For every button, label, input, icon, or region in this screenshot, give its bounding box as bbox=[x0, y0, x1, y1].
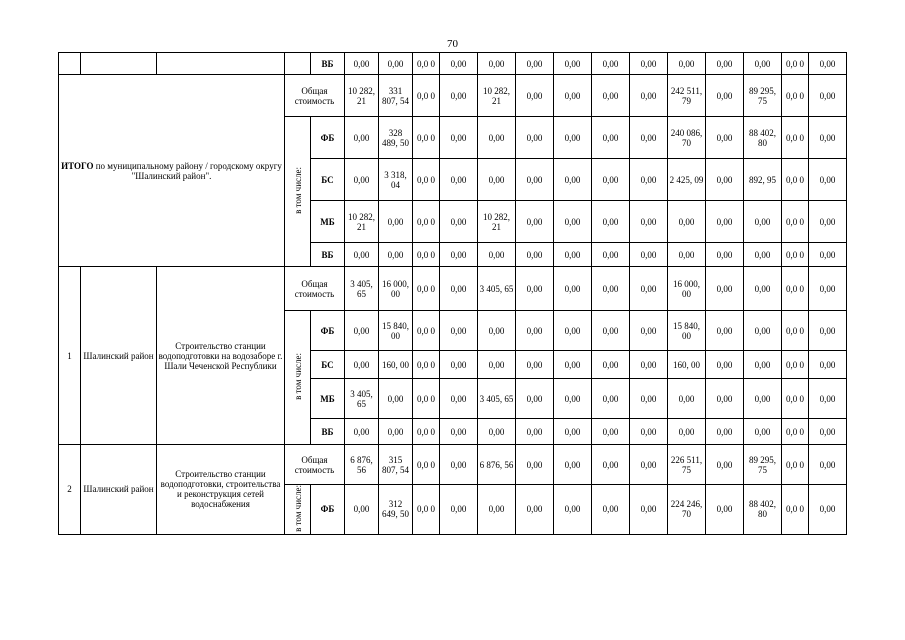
value-cell: 0,00 bbox=[668, 379, 706, 419]
district-name: Шалинский район bbox=[81, 445, 157, 535]
value-cell: 0,00 bbox=[478, 311, 516, 351]
value-cell: 0,00 bbox=[809, 201, 847, 243]
project-name: Строительство станции водоподготовки, строительства и реконструкция сетей водоснабжения bbox=[157, 445, 285, 535]
value-cell: 0,00 bbox=[630, 311, 668, 351]
value-cell: 16 000, 00 bbox=[668, 267, 706, 311]
empty-cell bbox=[59, 53, 81, 75]
value-cell: 0,0 0 bbox=[413, 159, 440, 201]
value-cell: 0,00 bbox=[668, 243, 706, 267]
value-cell: 0,00 bbox=[345, 419, 379, 445]
empty-cell bbox=[285, 53, 311, 75]
value-cell: 10 282, 21 bbox=[345, 75, 379, 117]
value-cell: 0,00 bbox=[554, 243, 592, 267]
value-cell: 0,0 0 bbox=[782, 267, 809, 311]
value-cell: 0,0 0 bbox=[782, 351, 809, 379]
value-cell: 0,00 bbox=[630, 117, 668, 159]
value-cell: 2 425, 09 bbox=[668, 159, 706, 201]
value-cell: 0,00 bbox=[592, 379, 630, 419]
in-that-label: в том числе: bbox=[285, 117, 311, 267]
value-cell: 3 405, 65 bbox=[478, 379, 516, 419]
value-cell: 0,00 bbox=[478, 419, 516, 445]
value-cell: 0,00 bbox=[554, 267, 592, 311]
value-cell: 0,00 bbox=[592, 485, 630, 535]
value-cell: 0,0 0 bbox=[413, 75, 440, 117]
value-cell: 88 402, 80 bbox=[744, 485, 782, 535]
value-cell: 0,00 bbox=[706, 379, 744, 419]
value-cell: 328 489, 50 bbox=[379, 117, 413, 159]
value-cell: 16 000, 00 bbox=[379, 267, 413, 311]
value-cell: 0,00 bbox=[478, 117, 516, 159]
budget-table bbox=[58, 52, 847, 535]
value-cell: 0,00 bbox=[592, 267, 630, 311]
value-cell: 0,00 bbox=[516, 267, 554, 311]
total-label-bold: ИТОГО bbox=[61, 160, 94, 171]
value-cell: 0,0 0 bbox=[782, 75, 809, 117]
value-cell: 0,00 bbox=[706, 53, 744, 75]
value-cell: 10 282, 21 bbox=[345, 201, 379, 243]
value-cell: 0,00 bbox=[592, 351, 630, 379]
value-cell: 0,00 bbox=[379, 243, 413, 267]
fund-code: ВБ bbox=[311, 243, 345, 267]
value-cell: 0,00 bbox=[478, 53, 516, 75]
value-cell: 0,00 bbox=[592, 311, 630, 351]
value-cell: 6 876, 56 bbox=[345, 445, 379, 485]
value-cell: 0,00 bbox=[706, 351, 744, 379]
value-cell: 0,0 0 bbox=[782, 159, 809, 201]
value-cell: 0,00 bbox=[706, 75, 744, 117]
value-cell: 0,00 bbox=[440, 445, 478, 485]
value-cell: 0,00 bbox=[440, 53, 478, 75]
value-cell: 0,00 bbox=[809, 485, 847, 535]
value-cell: 0,00 bbox=[630, 267, 668, 311]
value-cell: 0,00 bbox=[809, 53, 847, 75]
table-row bbox=[59, 53, 847, 75]
value-cell: 0,0 0 bbox=[413, 445, 440, 485]
value-cell: 0,00 bbox=[554, 445, 592, 485]
total-label-text: по муниципальному району / городскому округу "Шалинский район". bbox=[95, 160, 282, 181]
value-cell: 0,00 bbox=[379, 53, 413, 75]
value-cell: 0,00 bbox=[440, 267, 478, 311]
empty-cell bbox=[81, 53, 157, 75]
row-number: 1 bbox=[59, 267, 81, 445]
value-cell: 0,00 bbox=[706, 159, 744, 201]
value-cell: 0,00 bbox=[379, 201, 413, 243]
value-cell: 0,00 bbox=[809, 311, 847, 351]
value-cell: 0,00 bbox=[440, 485, 478, 535]
value-cell: 0,0 0 bbox=[413, 201, 440, 243]
value-cell: 0,00 bbox=[706, 267, 744, 311]
value-cell: 0,0 0 bbox=[782, 379, 809, 419]
value-cell: 0,00 bbox=[809, 75, 847, 117]
fund-code: ФБ bbox=[311, 311, 345, 351]
value-cell: 0,00 bbox=[630, 201, 668, 243]
value-cell: 0,00 bbox=[345, 351, 379, 379]
district-name: Шалинский район bbox=[81, 267, 157, 445]
value-cell: 0,00 bbox=[706, 243, 744, 267]
value-cell: 224 246, 70 bbox=[668, 485, 706, 535]
value-cell: 0,00 bbox=[516, 351, 554, 379]
value-cell: 0,00 bbox=[630, 243, 668, 267]
value-cell: 0,00 bbox=[440, 243, 478, 267]
value-cell: 0,00 bbox=[809, 351, 847, 379]
value-cell: 0,00 bbox=[554, 311, 592, 351]
value-cell: 0,00 bbox=[706, 445, 744, 485]
value-cell: 0,00 bbox=[744, 201, 782, 243]
value-cell: 160, 00 bbox=[668, 351, 706, 379]
value-cell: 0,00 bbox=[706, 311, 744, 351]
value-cell: 0,00 bbox=[668, 201, 706, 243]
value-cell: 89 295, 75 bbox=[744, 75, 782, 117]
general-cost-label: Общая стоимость bbox=[285, 445, 345, 485]
value-cell: 0,00 bbox=[345, 311, 379, 351]
fund-code: МБ bbox=[311, 379, 345, 419]
value-cell: 0,00 bbox=[379, 419, 413, 445]
fund-code: БС bbox=[311, 159, 345, 201]
value-cell: 0,00 bbox=[592, 53, 630, 75]
value-cell: 0,0 0 bbox=[413, 351, 440, 379]
value-cell: 0,00 bbox=[706, 485, 744, 535]
value-cell: 0,00 bbox=[809, 445, 847, 485]
fund-code: МБ bbox=[311, 201, 345, 243]
fund-code: ФБ bbox=[311, 117, 345, 159]
value-cell: 0,00 bbox=[478, 243, 516, 267]
value-cell: 0,00 bbox=[809, 243, 847, 267]
value-cell: 0,00 bbox=[516, 53, 554, 75]
value-cell: 0,00 bbox=[516, 485, 554, 535]
fund-code: ФБ bbox=[311, 485, 345, 535]
value-cell: 0,00 bbox=[345, 243, 379, 267]
value-cell: 0,00 bbox=[516, 159, 554, 201]
value-cell: 0,00 bbox=[440, 419, 478, 445]
value-cell: 0,00 bbox=[744, 243, 782, 267]
value-cell: 0,00 bbox=[744, 53, 782, 75]
value-cell: 0,00 bbox=[554, 201, 592, 243]
value-cell: 0,00 bbox=[516, 419, 554, 445]
value-cell: 0,00 bbox=[478, 159, 516, 201]
page-number: 70 bbox=[447, 38, 458, 50]
value-cell: 0,0 0 bbox=[413, 243, 440, 267]
value-cell: 0,00 bbox=[440, 75, 478, 117]
value-cell: 0,00 bbox=[592, 75, 630, 117]
value-cell: 0,0 0 bbox=[413, 379, 440, 419]
value-cell: 0,00 bbox=[345, 159, 379, 201]
value-cell: 0,0 0 bbox=[413, 53, 440, 75]
value-cell: 0,00 bbox=[554, 351, 592, 379]
value-cell: 0,00 bbox=[516, 379, 554, 419]
in-that-label: в том числе: bbox=[285, 485, 311, 535]
value-cell: 0,00 bbox=[516, 201, 554, 243]
value-cell: 0,00 bbox=[440, 379, 478, 419]
value-cell: 0,0 0 bbox=[782, 201, 809, 243]
general-cost-label: Общая стоимость bbox=[285, 267, 345, 311]
value-cell: 0,00 bbox=[554, 53, 592, 75]
value-cell: 0,00 bbox=[554, 485, 592, 535]
value-cell: 0,00 bbox=[440, 201, 478, 243]
value-cell: 3 405, 65 bbox=[345, 267, 379, 311]
value-cell: 240 086, 70 bbox=[668, 117, 706, 159]
value-cell: 6 876, 56 bbox=[478, 445, 516, 485]
value-cell: 0,00 bbox=[592, 117, 630, 159]
value-cell: 0,0 0 bbox=[413, 311, 440, 351]
value-cell: 0,00 bbox=[809, 159, 847, 201]
value-cell: 0,00 bbox=[668, 53, 706, 75]
value-cell: 0,0 0 bbox=[782, 243, 809, 267]
value-cell: 0,0 0 bbox=[413, 117, 440, 159]
value-cell: 0,00 bbox=[630, 379, 668, 419]
total-label bbox=[59, 75, 285, 267]
value-cell: 0,00 bbox=[554, 75, 592, 117]
value-cell: 0,00 bbox=[516, 117, 554, 159]
value-cell: 0,0 0 bbox=[413, 419, 440, 445]
value-cell: 0,00 bbox=[630, 419, 668, 445]
value-cell: 0,00 bbox=[668, 419, 706, 445]
value-cell: 312 649, 50 bbox=[379, 485, 413, 535]
fund-code: БС bbox=[311, 351, 345, 379]
value-cell: 15 840, 00 bbox=[668, 311, 706, 351]
table-row bbox=[59, 267, 847, 311]
value-cell: 0,0 0 bbox=[782, 53, 809, 75]
value-cell: 0,0 0 bbox=[782, 485, 809, 535]
general-cost-label: Общая стоимость bbox=[285, 75, 345, 117]
value-cell: 0,00 bbox=[744, 419, 782, 445]
value-cell: 331 807, 54 bbox=[379, 75, 413, 117]
value-cell: 0,00 bbox=[592, 243, 630, 267]
value-cell: 0,00 bbox=[554, 117, 592, 159]
value-cell: 0,00 bbox=[744, 379, 782, 419]
table-row bbox=[59, 445, 847, 485]
value-cell: 0,00 bbox=[630, 445, 668, 485]
table-row bbox=[59, 75, 847, 117]
row-number: 2 bbox=[59, 445, 81, 535]
value-cell: 0,00 bbox=[554, 159, 592, 201]
value-cell: 0,0 0 bbox=[413, 485, 440, 535]
project-name: Строительство станции водоподготовки на водозаборе г. Шали Чеченской Республики bbox=[157, 267, 285, 445]
value-cell: 0,0 0 bbox=[413, 267, 440, 311]
value-cell: 0,00 bbox=[345, 117, 379, 159]
value-cell: 0,00 bbox=[630, 75, 668, 117]
value-cell: 0,00 bbox=[630, 159, 668, 201]
value-cell: 0,00 bbox=[744, 267, 782, 311]
value-cell: 0,0 0 bbox=[782, 117, 809, 159]
value-cell: 0,00 bbox=[478, 351, 516, 379]
value-cell: 0,00 bbox=[478, 485, 516, 535]
value-cell: 0,00 bbox=[345, 485, 379, 535]
fund-code: ВБ bbox=[311, 53, 345, 75]
value-cell: 0,00 bbox=[706, 201, 744, 243]
value-cell: 0,00 bbox=[592, 445, 630, 485]
value-cell: 0,00 bbox=[630, 485, 668, 535]
value-cell: 0,00 bbox=[440, 311, 478, 351]
value-cell: 3 405, 65 bbox=[345, 379, 379, 419]
value-cell: 0,00 bbox=[706, 419, 744, 445]
value-cell: 892, 95 bbox=[744, 159, 782, 201]
value-cell: 15 840, 00 bbox=[379, 311, 413, 351]
value-cell: 0,0 0 bbox=[782, 445, 809, 485]
value-cell: 0,00 bbox=[516, 445, 554, 485]
in-that-label: в том числе: bbox=[285, 311, 311, 445]
value-cell: 0,00 bbox=[440, 351, 478, 379]
value-cell: 0,00 bbox=[592, 419, 630, 445]
value-cell: 89 295, 75 bbox=[744, 445, 782, 485]
value-cell: 226 511, 75 bbox=[668, 445, 706, 485]
value-cell: 0,00 bbox=[809, 117, 847, 159]
value-cell: 0,0 0 bbox=[782, 419, 809, 445]
value-cell: 0,00 bbox=[809, 419, 847, 445]
value-cell: 0,00 bbox=[440, 117, 478, 159]
fund-code: ВБ bbox=[311, 419, 345, 445]
value-cell: 242 511, 79 bbox=[668, 75, 706, 117]
value-cell: 160, 00 bbox=[379, 351, 413, 379]
value-cell: 0,00 bbox=[440, 159, 478, 201]
value-cell: 315 807, 54 bbox=[379, 445, 413, 485]
value-cell: 88 402, 80 bbox=[744, 117, 782, 159]
value-cell: 0,00 bbox=[592, 159, 630, 201]
value-cell: 0,00 bbox=[592, 201, 630, 243]
value-cell: 3 405, 65 bbox=[478, 267, 516, 311]
value-cell: 0,00 bbox=[516, 311, 554, 351]
value-cell: 0,00 bbox=[345, 53, 379, 75]
value-cell: 10 282, 21 bbox=[478, 201, 516, 243]
value-cell: 0,00 bbox=[516, 75, 554, 117]
value-cell: 3 318, 04 bbox=[379, 159, 413, 201]
value-cell: 0,00 bbox=[809, 379, 847, 419]
value-cell: 0,00 bbox=[630, 53, 668, 75]
value-cell: 0,00 bbox=[554, 379, 592, 419]
value-cell: 0,00 bbox=[379, 379, 413, 419]
empty-cell bbox=[157, 53, 285, 75]
value-cell: 0,00 bbox=[744, 311, 782, 351]
value-cell: 0,0 0 bbox=[782, 311, 809, 351]
value-cell: 0,00 bbox=[706, 117, 744, 159]
value-cell: 0,00 bbox=[809, 267, 847, 311]
value-cell: 0,00 bbox=[744, 351, 782, 379]
value-cell: 0,00 bbox=[630, 351, 668, 379]
value-cell: 10 282, 21 bbox=[478, 75, 516, 117]
value-cell: 0,00 bbox=[554, 419, 592, 445]
value-cell: 0,00 bbox=[516, 243, 554, 267]
